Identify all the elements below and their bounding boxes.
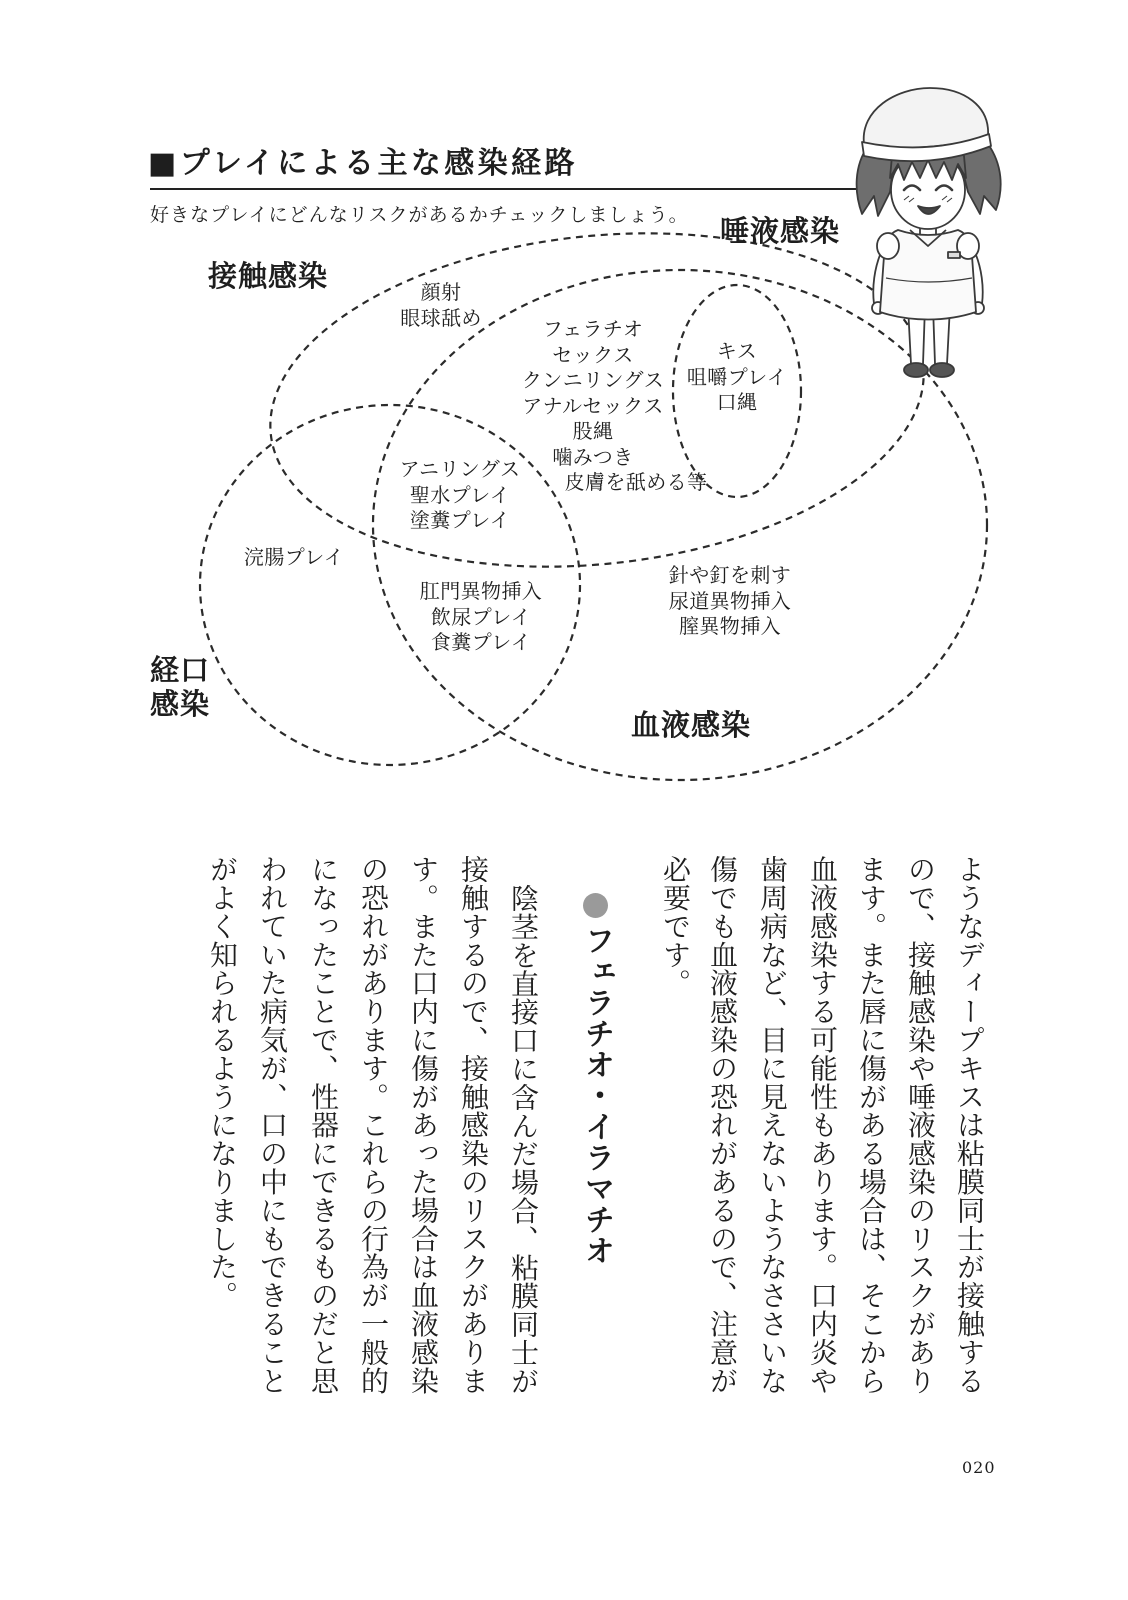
- body-text-column: 血液感染する可能性もあります。口内炎や: [806, 855, 839, 1395]
- item-label: 肛門異物挿入: [419, 579, 543, 603]
- body-text-column: の恐れがあります。これらの行為が一般的: [357, 855, 390, 1395]
- body-text-column: われていた病気が、口の中にもできること: [256, 855, 289, 1395]
- body-text-column: がよく知られるようになりました。: [206, 855, 239, 1310]
- item-label: 尿道異物挿入: [668, 588, 792, 613]
- item-label: 膣異物挿入: [679, 614, 781, 638]
- item-label: 咀嚼プレイ: [686, 364, 788, 389]
- body-text-column: 接触するので、接触感染のリスクがありま: [457, 855, 490, 1395]
- item-label: 食糞プレイ: [430, 630, 532, 654]
- page-number: 020: [962, 1458, 996, 1477]
- oral-infection-label-line: 経口: [150, 653, 211, 687]
- oral-infection-label: [150, 653, 210, 721]
- item-label: キス: [716, 339, 758, 363]
- item-label: 塗糞プレイ: [409, 508, 511, 532]
- page-subtitle: 好きなプレイにどんなリスクがあるかチェックしましょう。: [150, 204, 689, 226]
- body-text-column: す。また口内に傷があった場合は血液感染: [407, 855, 440, 1395]
- saliva-infection-label: 唾液感染: [720, 214, 841, 248]
- item-label: 浣腸プレイ: [243, 545, 345, 569]
- oral-infection-label-line: 感染: [150, 687, 211, 721]
- item-group: [627, 339, 847, 416]
- body-text-column: 陰茎を直接口に含んだ場合、粘膜同士が: [507, 884, 540, 1396]
- item-label: フェラチオ: [542, 317, 644, 341]
- item-label: アナルセックス: [522, 393, 664, 418]
- body-text-column: ようなディープキスは粘膜同士が接触する: [953, 855, 986, 1395]
- contact-infection-label: 接触感染: [208, 259, 329, 293]
- nurse-cap: [864, 88, 988, 148]
- item-label: 眼球舐め: [400, 305, 482, 330]
- item-group: [620, 563, 840, 640]
- item-label: セックス: [552, 342, 634, 367]
- item-label: 股縄: [572, 419, 614, 443]
- item-label: 口縄: [716, 390, 758, 414]
- body-text-column: ので、接触感染や唾液感染のリスクがあり: [904, 855, 937, 1395]
- body-text-column: 必要です。: [659, 855, 692, 997]
- blood-infection-label: 血液感染: [631, 708, 752, 742]
- section-bullet-icon: [583, 893, 608, 918]
- item-group: [350, 457, 570, 534]
- nurse-left-shoe: [904, 363, 928, 377]
- item-label: 顔射: [420, 280, 462, 304]
- nurse-badge: [948, 252, 960, 258]
- nurse-illustration: [848, 80, 1010, 392]
- section-heading: フェラチオ・イラマチオ: [579, 925, 614, 1266]
- item-label: クンニリングス: [521, 368, 665, 392]
- item-label: 噛みつき: [552, 444, 634, 469]
- body-text-column: になったことで、性器にできるものだと思: [307, 855, 340, 1395]
- body-text-column: 傷でも血液感染の恐れがあるので、注意が: [706, 855, 739, 1395]
- item-label: 聖水プレイ: [409, 482, 511, 507]
- nurse-left-sleeve: [877, 233, 899, 259]
- item-label: 皮膚を舐める等: [564, 470, 708, 494]
- item-label: アニリングス: [399, 457, 521, 481]
- nurse-right-shoe: [930, 363, 954, 377]
- item-label: 針や釘を刺す: [668, 563, 792, 587]
- body-text-column: 歯周病など、目に見えないようなささいな: [756, 855, 789, 1395]
- page-title: ■プレイによる主な感染経路: [148, 146, 578, 181]
- body-text-column: ます。また唇に傷がある場合は、そこから: [855, 855, 888, 1395]
- item-group: [371, 579, 591, 656]
- item-group: [184, 545, 404, 571]
- item-label: 飲尿プレイ: [430, 604, 532, 629]
